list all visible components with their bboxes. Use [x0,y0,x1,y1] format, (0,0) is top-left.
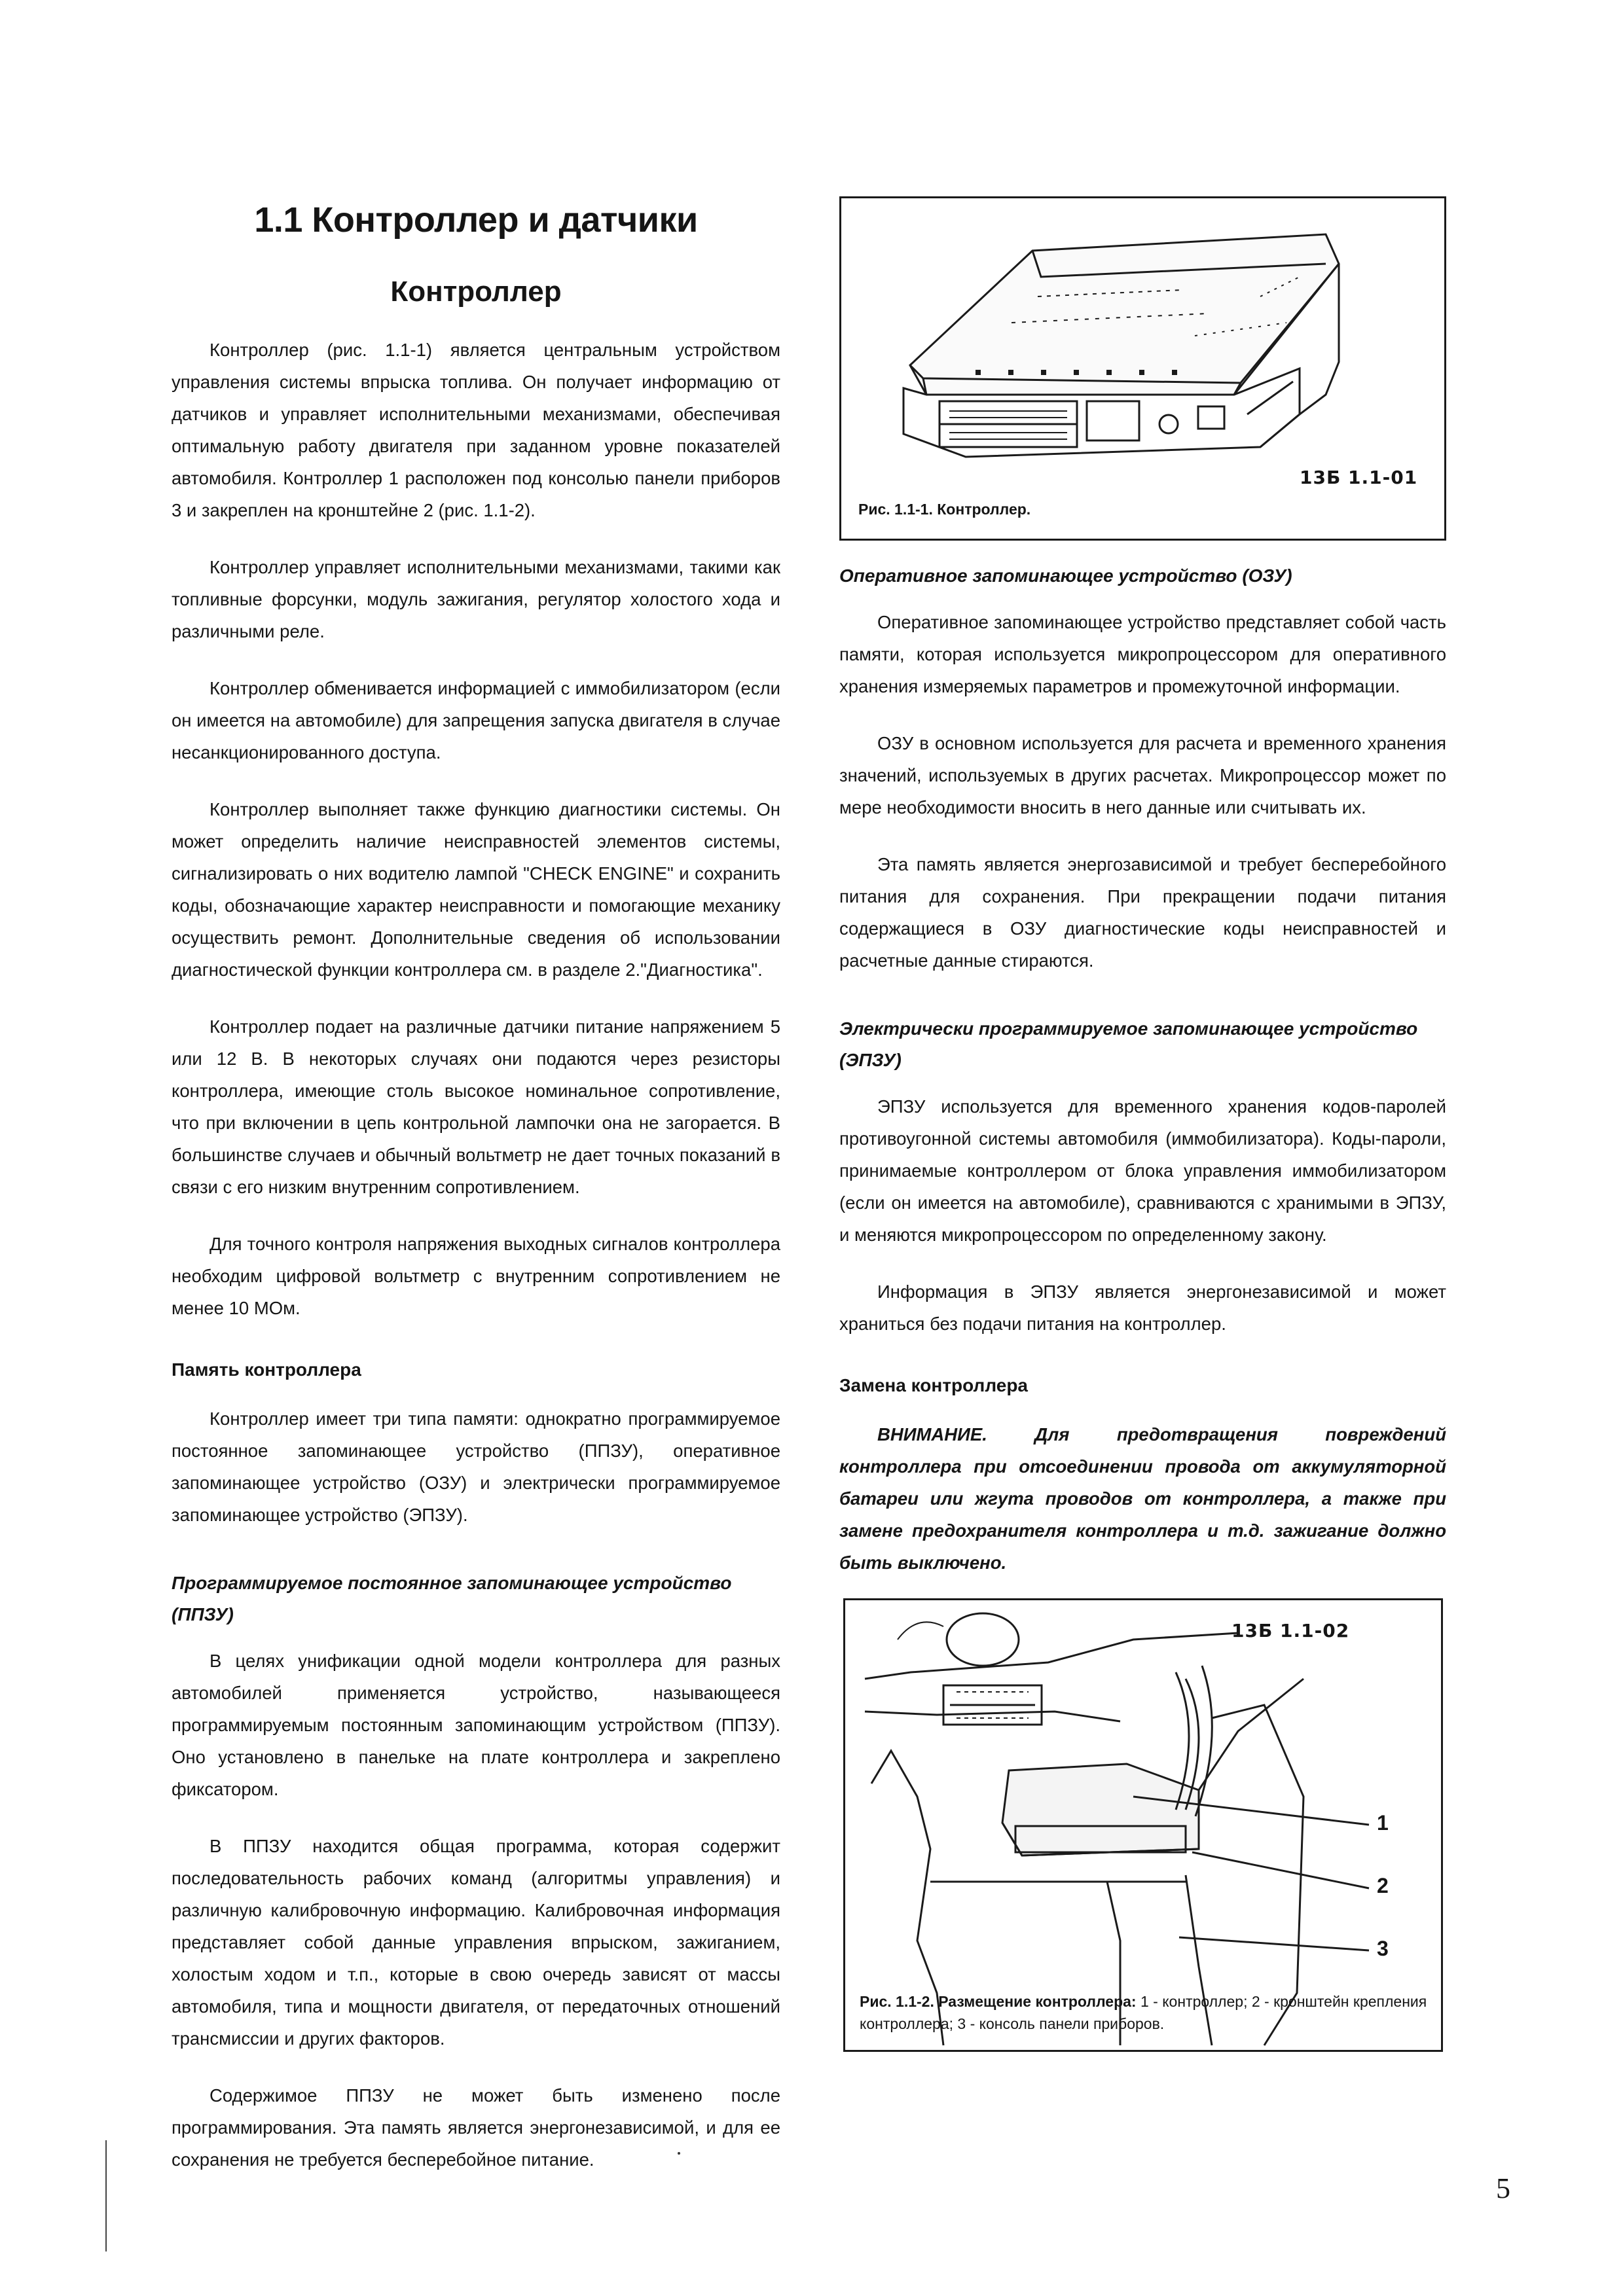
paragraph: В ППЗУ находится общая программа, которая содержит последовательность рабочих команд (алгоритмы управления) и различную калибровочную информацию. Калибровочная информация представляет собой данные управления впрыском, зажиганием, холостым ходом и т.п., которые в свою очередь зависят от массы автомобиля, типа и мощности двигателя, от передаточных отношений трансмиссии и других факторов. [172,1836,780,2049]
paragraph: ОЗУ в основном используется для расчета и временного хранения значений, используемых в других расчетах. Микропроцессор может по мере необходимости вносить в него данные или считывать их. [839,733,1446,817]
page-number: 5 [1496,2172,1510,2204]
paragraph: Оперативное запоминающее устройство представляет собой часть памяти, которая используется микропроцессором для оперативного хранения измеряемых параметров и промежуточной информации. [839,612,1446,696]
callout-3: 3 [1377,1937,1389,1960]
figure-caption [858,498,1030,520]
paragraph: ЭПЗУ используется для временного хранения кодов-паролей противоугонной системы автомобиля (иммобилизатора). Коды-пароли, принимаемые контроллером от блока управления иммобилизатором (если он имеется на автомобиле), сравниваются с хранимыми в ЭПЗУ, и меняются микропроцессором по определенному закону. [839,1096,1446,1245]
figure-code: 13Б 1.1-01 [1300,467,1418,488]
figure-caption-text: 1 - контроллер; 2 - кронштейн крепления контроллера; 3 - консоль панели приборов. [860,1993,1427,2032]
figure-code: 13Б 1.1-02 [1231,1620,1350,1641]
figure-caption-lead: Рис. 1.1-2. Размещение контроллера: [860,1993,1137,2010]
warning-text: Для предотвращения повреждений контроллера при отсоединении провода от аккумуляторной батареи или жгута проводов от контроллера, а также при замене предохранителя контроллера и т.д. зажигание должно быть выключено. [839,1424,1446,1573]
callout-2: 2 [1377,1874,1389,1897]
paragraph: Контроллер (рис. 1.1-1) является центральным устройством управления системы впрыска топлива. Он получает информацию от датчиков и управляет исполнительными механизмами, обеспечивая оптимальную работу двигателя при заданном уровне показателей автомобиля. Контроллер 1 расположен под консолью панели приборов 3 и закреплен на кронштейне 2 (рис. 1.1-2). [172,340,780,520]
ozu-heading: Оперативное запоминающее устройство (ОЗУ) [839,565,1292,586]
paragraph: Контроллер выполняет также функцию диагностики системы. Он может определить наличие неисправностей элементов системы, сигнализировать о них водителю лампой "CHECK ENGINE" и сохранить коды, обозначающие характер неисправности и помогающие механику осуществить ремонт. Дополнительные сведения об использовании диагностической функции контроллера см. в разделе 2."Диагностика". [172,799,780,980]
controller-location-illustration [845,1600,1441,2050]
paragraph: Содержимое ППЗУ не может быть изменено после программирования. Эта память является энергонезависимой, и для ее сохранения не требуется бесперебойное питание. [172,2085,780,2170]
warning-lead: ВНИМАНИЕ. [877,1424,987,1444]
scan-speck [678,2152,680,2155]
figure-caption [860,1990,1429,2035]
intro-paragraphs [172,334,780,1324]
paragraph: Для точного контроля напряжения выходных сигналов контроллера необходим цифровой вольтметр с внутренним сопротивлением не менее 10 МОм. [172,1234,780,1318]
paragraph: Контроллер управляет исполнительными механизмами, такими как топливные форсунки, модуль зажигания, регулятор холостого хода и различными реле. [172,557,780,641]
figure-caption-text: Рис. 1.1-1. Контроллер. [858,501,1031,518]
figure-controller [839,196,1446,541]
warning-paragraph [839,1418,1446,1579]
left-column [172,196,780,2200]
paragraph: В целях унификации одной модели контроллера для разных автомобилей применяется устройство, называющееся программируемым постоянным запоминающим устройством (ППЗУ). Оно установлено в панельке на плате контроллера и закреплено фиксатором. [172,1651,780,1799]
paragraph: Информация в ЭПЗУ является энергонезависимой и может храниться без подачи питания на контроллер. [839,1282,1446,1334]
replace-heading: Замена контроллера [839,1375,1028,1395]
page-title: 1.1 Контроллер и датчики [254,200,698,240]
paragraph: Контроллер обменивается информацией с иммобилизатором (если он имеется на автомобиле) для запрещения запуска двигателя в случае несанкционированного доступа. [172,678,780,762]
callout-1: 1 [1377,1811,1389,1835]
paragraph: Эта память является энергозависимой и требует бесперебойного питания для сохранения. При прекращении подачи питания содержащиеся в ОЗУ диагностические коды неисправностей и расчетные данные стираются. [839,854,1446,971]
paragraph: Контроллер имеет три типа памяти: однократно программируемое постоянное запоминающее устройство (ППЗУ), оперативное запоминающее устройство (ОЗУ) и электрически программируемое запоминающее устройство (ЭПЗУ). [172,1408,780,1525]
memory-heading: Память контроллера [172,1359,361,1380]
paragraph: Контроллер подает на различные датчики питание напряжением 5 или 12 В. В некоторых случаях они подаются через резисторы контроллера, имеющие столь высокое номинальное сопротивление, что при включении в цепь контрольной лампочки она не загорается. В большинстве случаев и обычный вольтметр не дает точных показаний в связи с его низким внутренним сопротивлением. [172,1016,780,1197]
scan-margin-line [105,2140,107,2251]
epzu-heading: Электрически программируемое запоминающее устройство (ЭПЗУ) [839,1018,1418,1070]
ppzu-heading: Программируемое постоянное запоминающее устройство (ППЗУ) [172,1573,732,1624]
right-column [839,196,1446,2052]
section-title: Контроллер [390,276,562,308]
figure-controller-location [843,1598,1443,2052]
